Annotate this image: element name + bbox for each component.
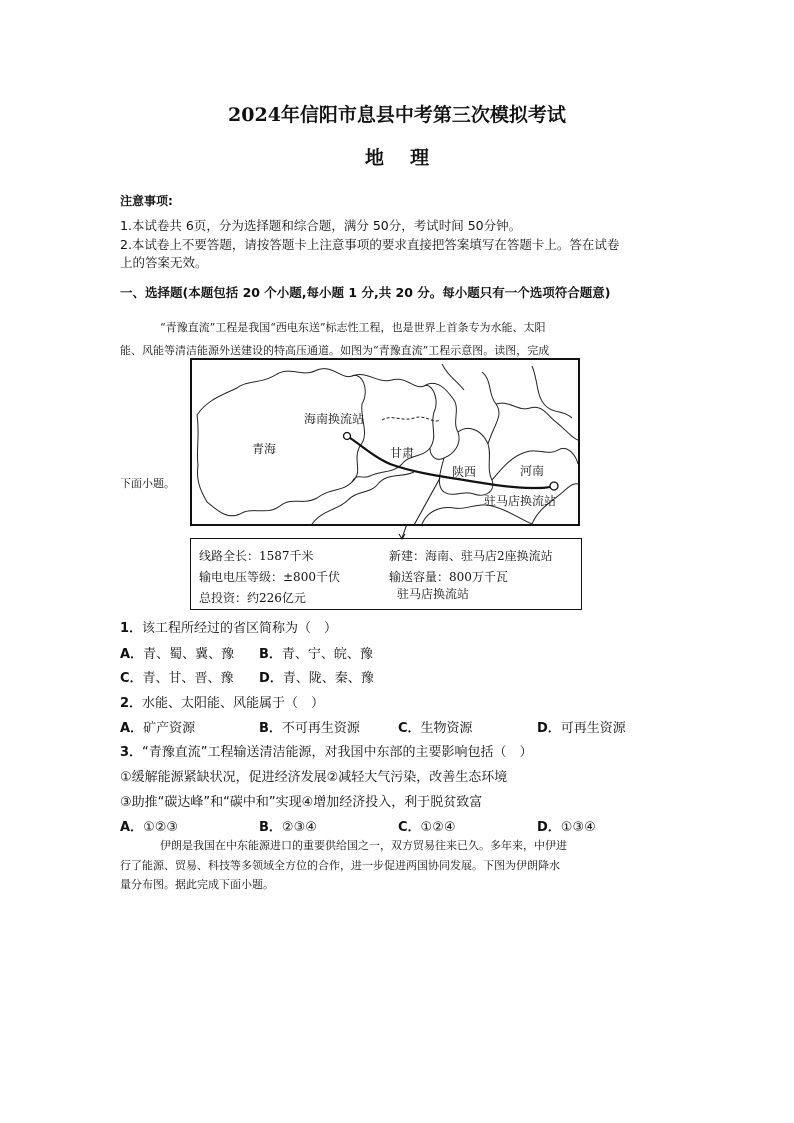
q2-option-b-letter: B．: [259, 721, 282, 736]
section-heading: 一、选择题(本题包括 20 个小题,每小题 1 分,共 20 分。每小题只有一个选项符合题意): [120, 285, 611, 300]
q1-option-d-letter: D．: [259, 671, 283, 686]
q2-option-b-text: 不可再生资源: [281, 721, 360, 736]
route-map: [190, 358, 580, 526]
passage1-line-1: “青豫直流”工程是我国“西电东送”标志性工程，也是世界上首条专为水能、太阳: [160, 321, 546, 334]
q1-option-a-text: 青、蜀、冀、豫: [143, 647, 235, 662]
question-1-stem: [120, 617, 337, 636]
q2-option-d-letter: D．: [537, 721, 561, 736]
q2-option-d[interactable]: [537, 717, 626, 736]
project-info-box: [190, 538, 582, 610]
notes-line-1: 1.本试卷共 6页，分为选择题和综合题，满分 50分，考试时间 50分钟。: [120, 218, 522, 233]
q2-option-b[interactable]: [259, 717, 360, 736]
q1-option-b-letter: B．: [259, 647, 282, 662]
notes-line-2b: 上的答案无效。: [120, 255, 208, 270]
label-shaanxi: 陕西: [452, 465, 477, 479]
zhumadian-station-marker: [550, 482, 558, 490]
hainan-station-marker: [344, 433, 351, 440]
info-new-build: 新建：海南、驻马店2座换流站: [389, 549, 553, 563]
q3-option-a[interactable]: [120, 816, 178, 835]
q2-option-a-text: 矿产资源: [143, 721, 196, 736]
q1-option-b-text: 青、宁、皖、豫: [281, 647, 373, 662]
info-investment: 总投资：约226亿元: [199, 591, 306, 605]
q1-option-c-text: 青、甘、晋、豫: [142, 671, 234, 686]
info-length: 线路全长：1587千米: [199, 549, 314, 563]
q3-option-d[interactable]: [537, 816, 596, 835]
q3-items-line-2: ③助推“碳达峰”和“碳中和”实现④增加经济投入，利于脱贫致富: [120, 795, 483, 810]
q2-option-c-text: 生物资源: [420, 721, 473, 736]
q1-option-b[interactable]: [259, 643, 373, 662]
label-henan: 河南: [520, 464, 545, 478]
q1-option-a-letter: A．: [120, 647, 144, 662]
passage2-line-2: 行了能源、贸易、科技等多领域全方位的合作，进一步促进两国协同发展。下图为伊朗降水: [120, 859, 560, 872]
q1-option-d-text: 青、陇、秦、豫: [282, 671, 374, 686]
q2-option-d-text: 可再生资源: [560, 721, 626, 736]
exam-title: 2024年信阳市息县中考第三次模拟考试: [228, 104, 566, 126]
question-1-number: 1．: [120, 621, 143, 636]
label-hainan-station: 海南换流站: [304, 412, 365, 426]
q1-option-d[interactable]: [259, 667, 374, 686]
q1-option-c-letter: C．: [120, 671, 143, 686]
q2-option-c-letter: C．: [398, 721, 421, 736]
q3-option-b-text: ②③④: [281, 820, 317, 835]
q1-option-a[interactable]: [120, 643, 234, 662]
question-3-text: “青豫直流”工程输送清洁能源，对我国中东部的主要影响包括（ ）: [142, 745, 533, 760]
q2-option-a-letter: A．: [120, 721, 144, 736]
passage1-line-2: 能、风能等清洁能源外送建设的特高压通道。如图为“青豫直流”工程示意图。读图，完成: [120, 344, 550, 357]
q3-option-c-text: ①②④: [420, 820, 456, 835]
q3-option-a-text: ①②③: [143, 820, 179, 835]
q3-items-line-1: ①缓解能源紧缺状况，促进经济发展②减轻大气污染，改善生态环境: [120, 770, 508, 785]
q3-option-b[interactable]: [259, 816, 317, 835]
question-3-number: 3．: [120, 745, 143, 760]
question-1-text: 该工程所经过的省区简称为（ ）: [142, 621, 338, 636]
notes-line-2a: 2.本试卷上不要答题，请按答题卡上注意事项的要求直接把答案填写在答题卡上。答在试卷: [120, 237, 620, 252]
q3-option-a-letter: A．: [120, 820, 144, 835]
question-3-stem: [120, 741, 533, 760]
label-zhumadian-station: 驻马店换流站: [484, 494, 557, 508]
q3-option-b-letter: B．: [259, 820, 282, 835]
q3-option-c-letter: C．: [398, 820, 421, 835]
passage2-line-3: 量分布图。据此完成下面小题。: [120, 878, 274, 891]
question-2-stem: [120, 692, 324, 711]
subject-title: 地理: [364, 147, 455, 169]
info-station: 驻马店换流站: [397, 587, 470, 601]
passage2-line-1: 伊朗是我国在中东能源进口的重要供给国之一，双方贸易往来已久。多年来，中伊进: [160, 839, 567, 852]
label-gansu: 甘肃: [390, 446, 415, 460]
question-2-number: 2．: [120, 696, 143, 711]
passage1-line-3: 下面小题。: [120, 477, 175, 490]
q3-option-d-text: ①③④: [560, 820, 596, 835]
label-qinghai: 青海: [252, 442, 277, 456]
q2-option-c[interactable]: [398, 717, 473, 736]
q3-option-c[interactable]: [398, 816, 456, 835]
info-voltage: 输电电压等级：±800千伏: [199, 570, 340, 584]
q2-option-a[interactable]: [120, 717, 195, 736]
question-2-text: 水能、太阳能、风能属于（ ）: [142, 696, 325, 711]
notes-heading: 注意事项:: [120, 194, 173, 208]
q3-option-d-letter: D．: [537, 820, 561, 835]
q1-option-c[interactable]: [120, 667, 234, 686]
info-capacity: 输送容量：800万千瓦: [389, 570, 508, 584]
